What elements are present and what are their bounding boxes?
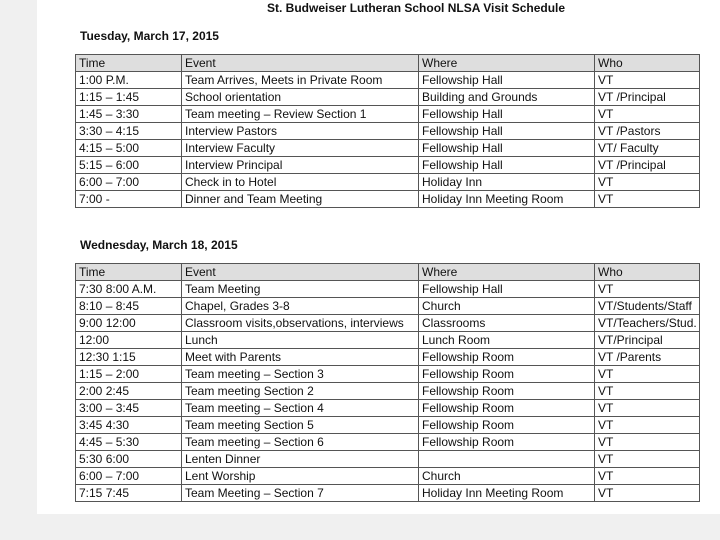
who-cell: VT/Teachers/Stud.: [595, 315, 700, 332]
time-cell: 1:45 – 3:30: [76, 106, 182, 123]
where-cell: Fellowship Room: [419, 400, 595, 417]
table-row: [76, 485, 700, 502]
event-cell: Chapel, Grades 3-8: [182, 298, 419, 315]
table-row: [76, 140, 700, 157]
event-cell: Interview Faculty: [182, 140, 419, 157]
where-cell: Fellowship Hall: [419, 157, 595, 174]
where-cell: Fellowship Room: [419, 434, 595, 451]
event-cell: Interview Principal: [182, 157, 419, 174]
where-cell: Fellowship Room: [419, 417, 595, 434]
table-row: [76, 157, 700, 174]
table-row: [76, 451, 700, 468]
time-cell: 4:15 – 5:00: [76, 140, 182, 157]
table-row: [76, 89, 700, 106]
document-title: St. Budweiser Lutheran School NLSA Visit Schedule: [267, 1, 566, 15]
schedule-table-tuesday: [75, 54, 700, 208]
time-cell: 4:45 – 5:30: [76, 434, 182, 451]
who-cell: VT: [595, 174, 700, 191]
time-cell: 6:00 – 7:00: [76, 468, 182, 485]
event-cell: Classroom visits,observations, interviews: [182, 315, 419, 332]
table-row: [76, 72, 700, 89]
time-cell: 6:00 – 7:00: [76, 174, 182, 191]
event-cell: Team Meeting – Section 7: [182, 485, 419, 502]
table-row: [76, 349, 700, 366]
time-cell: 9:00 12:00: [76, 315, 182, 332]
table-row: [76, 400, 700, 417]
who-cell: VT/ Faculty: [595, 140, 700, 157]
column-header-time: Time: [76, 55, 182, 72]
who-cell: VT/Students/Staff: [595, 298, 700, 315]
where-cell: Fellowship Hall: [419, 281, 595, 298]
column-header-who: Who: [595, 55, 700, 72]
who-cell: VT: [595, 72, 700, 89]
who-cell: VT: [595, 417, 700, 434]
event-cell: Meet with Parents: [182, 349, 419, 366]
who-cell: VT/Principal: [595, 332, 700, 349]
event-cell: Dinner and Team Meeting: [182, 191, 419, 208]
time-cell: 3:00 – 3:45: [76, 400, 182, 417]
time-cell: 8:10 – 8:45: [76, 298, 182, 315]
where-cell: [419, 451, 595, 468]
where-cell: Fellowship Hall: [419, 106, 595, 123]
event-cell: Team meeting Section 5: [182, 417, 419, 434]
table-row: [76, 366, 700, 383]
table-row: [76, 298, 700, 315]
where-cell: Building and Grounds: [419, 89, 595, 106]
column-header-where: Where: [419, 264, 595, 281]
where-cell: Holiday Inn: [419, 174, 595, 191]
table-row: [76, 123, 700, 140]
who-cell: VT /Principal: [595, 157, 700, 174]
table-row: [76, 191, 700, 208]
where-cell: Church: [419, 468, 595, 485]
who-cell: VT: [595, 485, 700, 502]
table-row: [76, 468, 700, 485]
time-cell: 12:00: [76, 332, 182, 349]
where-cell: Fellowship Room: [419, 366, 595, 383]
column-header-event: Event: [182, 264, 419, 281]
who-cell: VT /Parents: [595, 349, 700, 366]
event-cell: Interview Pastors: [182, 123, 419, 140]
time-cell: 1:00 P.M.: [76, 72, 182, 89]
column-header-event: Event: [182, 55, 419, 72]
day-heading-tuesday: Tuesday, March 17, 2015: [80, 29, 219, 43]
time-cell: 3:45 4:30: [76, 417, 182, 434]
table-row: [76, 174, 700, 191]
where-cell: Church: [419, 298, 595, 315]
table-row: [76, 332, 700, 349]
time-cell: 7:15 7:45: [76, 485, 182, 502]
event-cell: Team meeting – Section 3: [182, 366, 419, 383]
where-cell: Holiday Inn Meeting Room: [419, 191, 595, 208]
time-cell: 3:30 – 4:15: [76, 123, 182, 140]
time-cell: 5:30 6:00: [76, 451, 182, 468]
event-cell: Lenten Dinner: [182, 451, 419, 468]
table-row: [76, 434, 700, 451]
where-cell: Classrooms: [419, 315, 595, 332]
where-cell: Fellowship Room: [419, 349, 595, 366]
time-cell: 1:15 – 2:00: [76, 366, 182, 383]
time-cell: 7:00 -: [76, 191, 182, 208]
event-cell: Team Arrives, Meets in Private Room: [182, 72, 419, 89]
table-header-row: [76, 264, 700, 281]
where-cell: Fellowship Hall: [419, 72, 595, 89]
table-row: [76, 106, 700, 123]
document-page: [37, 0, 720, 514]
event-cell: Team meeting – Review Section 1: [182, 106, 419, 123]
event-cell: Team meeting – Section 4: [182, 400, 419, 417]
day-heading-wednesday: Wednesday, March 18, 2015: [80, 238, 238, 252]
who-cell: VT: [595, 468, 700, 485]
column-header-time: Time: [76, 264, 182, 281]
where-cell: Lunch Room: [419, 332, 595, 349]
column-header-where: Where: [419, 55, 595, 72]
who-cell: VT: [595, 400, 700, 417]
where-cell: Fellowship Hall: [419, 123, 595, 140]
event-cell: School orientation: [182, 89, 419, 106]
time-cell: 2:00 2:45: [76, 383, 182, 400]
table-row: [76, 315, 700, 332]
who-cell: VT: [595, 434, 700, 451]
event-cell: Lunch: [182, 332, 419, 349]
time-cell: 1:15 – 1:45: [76, 89, 182, 106]
event-cell: Team meeting – Section 6: [182, 434, 419, 451]
event-cell: Check in to Hotel: [182, 174, 419, 191]
schedule-table-wednesday: [75, 263, 700, 502]
who-cell: VT /Pastors: [595, 123, 700, 140]
table-row: [76, 417, 700, 434]
table-row: [76, 383, 700, 400]
column-header-who: Who: [595, 264, 700, 281]
where-cell: Fellowship Hall: [419, 140, 595, 157]
table-row: [76, 281, 700, 298]
who-cell: VT: [595, 383, 700, 400]
who-cell: VT: [595, 281, 700, 298]
who-cell: VT: [595, 106, 700, 123]
where-cell: Holiday Inn Meeting Room: [419, 485, 595, 502]
time-cell: 12:30 1:15: [76, 349, 182, 366]
time-cell: 7:30 8:00 A.M.: [76, 281, 182, 298]
who-cell: VT: [595, 451, 700, 468]
event-cell: Lent Worship: [182, 468, 419, 485]
event-cell: Team Meeting: [182, 281, 419, 298]
who-cell: VT: [595, 191, 700, 208]
who-cell: VT /Principal: [595, 89, 700, 106]
who-cell: VT: [595, 366, 700, 383]
where-cell: Fellowship Room: [419, 383, 595, 400]
time-cell: 5:15 – 6:00: [76, 157, 182, 174]
event-cell: Team meeting Section 2: [182, 383, 419, 400]
table-header-row: [76, 55, 700, 72]
